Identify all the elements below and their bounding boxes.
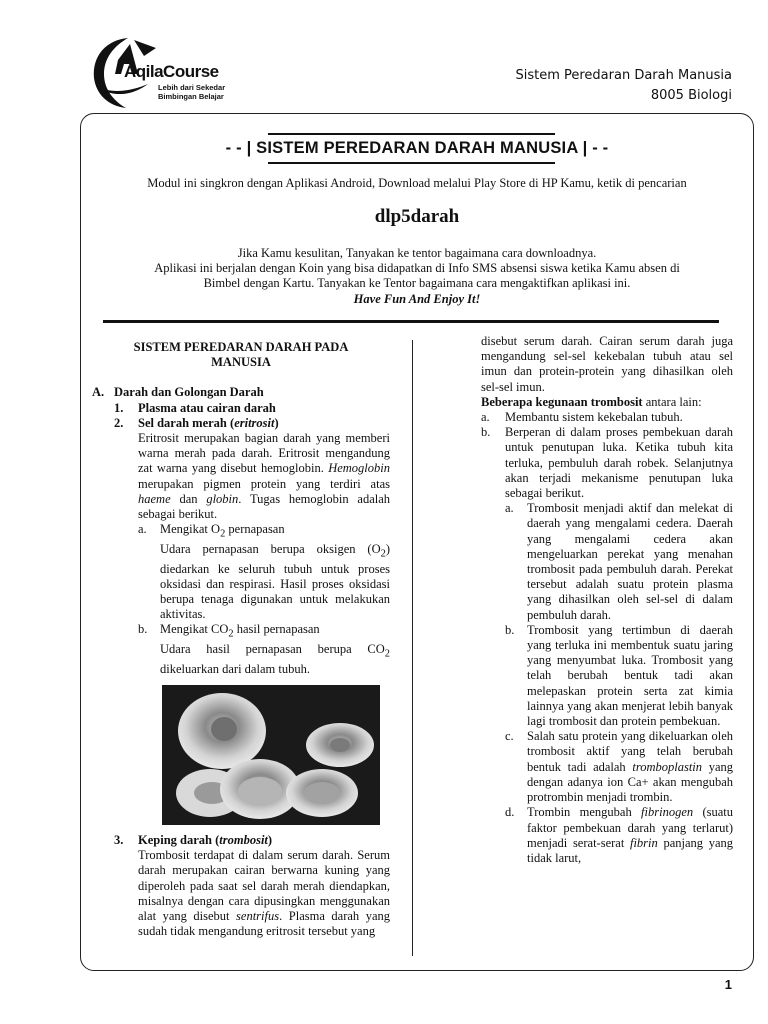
blood-cells-illustration bbox=[162, 685, 380, 825]
app-name: dlp5darah bbox=[374, 206, 460, 227]
section-a: A. Darah dan Golongan Darah bbox=[92, 385, 264, 400]
help-text bbox=[80, 246, 754, 291]
clot-step-a: a. Trombosit menjadi aktif dan melekat di daerah yang mengalami cedera. Daerah yang mengalami cedera akan mengeluarkan perekat yang menahan trombosit pada pembuluh darah. Perekat tersebut adalah suatu protein plasma yang dihasilkan oleh sel-sel di dalam pembuluh darah. bbox=[505, 501, 733, 622]
help-line-3: Bimbel dengan Kartu. Tanyakan ke Tentor bagaimana cara mengaktifkan aplikasi ini. bbox=[203, 276, 631, 290]
doc-title: Sistem Peredaran Darah Manusia bbox=[515, 68, 732, 83]
sub-item-co2-text: Udara hasil pernapasan berupa $CO_2$ dikeluarkan dari dalam tubuh. bbox=[160, 642, 390, 676]
trombosit-uses-heading: Beberapa kegunaan trombosit antara lain: bbox=[481, 394, 702, 409]
logo-tagline-1: Lebih dari Sekedar bbox=[158, 83, 226, 92]
trombosit-paragraph: Trombosit terdapat di dalam serum darah. Serum darah merupakan cairan berwarna kuning yang diperoleh pada saat sel darah merah diendapkan, misalnya dengan cara dipusingkan menggunakan alat yang disebut sentrifus. Plasma darah yang sudah tidak mengandung eritrosit tersebut yang bbox=[138, 848, 390, 939]
serum-paragraph: disebut serum darah. Cairan serum darah juga mengandung sel-sel kekebalan tubuh atau sel imun dan protein-protein yang dihasilkan oleh sel-sel imun. bbox=[481, 334, 733, 394]
use-item-a: a. Membantu sistem kekebalan tubuh. bbox=[481, 410, 683, 425]
clot-step-b: b. Trombosit yang tertimbun di daerah yang terluka ini membentuk suatu jaring yang menyumbat luka. Trombosit yang telah berubah bentuk tadi akan melepaskan protein serta zat kimia lainnya yang akan menjerat lebih banyak lagi trombosit dan protein pembekuan. bbox=[505, 622, 733, 729]
red-blood-cells-image bbox=[162, 685, 380, 825]
doc-code: 8005 Biologi bbox=[650, 88, 732, 103]
item-eritrosit: 2. Sel darah merah (eritrosit) bbox=[114, 415, 279, 430]
item-plasma: 1. Plasma atau cairan darah bbox=[114, 400, 276, 415]
header-info bbox=[515, 66, 732, 106]
clot-step-c: c. Salah satu protein yang dikeluarkan oleh trombosit aktif yang telah berubah bentuk tadi adalah tromboplastin yang dengan adanya ion Ca+ akan mengubah protrombin menjadi trombin. bbox=[505, 729, 733, 805]
page-title: - - | SISTEM PEREDARAN DARAH MANUSIA | - - bbox=[225, 139, 609, 157]
section-heading: SISTEM PEREDARAN DARAH PADA MANUSIA bbox=[133, 340, 349, 370]
title-rule-bottom bbox=[268, 162, 555, 164]
fun-text: Have Fun And Enjoy It! bbox=[353, 292, 481, 306]
help-line-2: Aplikasi ini berjalan dengan Koin yang bisa didapatkan di Info SMS absensi siswa ketika Kamu absen di bbox=[154, 261, 680, 275]
right-column bbox=[481, 334, 733, 866]
logo-tagline-2: Bimbingan Belajar bbox=[158, 92, 224, 101]
help-line-1: Jika Kamu kesulitan, Tanyakan ke tentor bagaimana cara downloadnya. bbox=[237, 246, 597, 260]
eritrosit-paragraph: Eritrosit merupakan bagian darah yang memberi warna merah pada darah. Eritrosit mengandung zat warna yang disebut hemoglobin. Hemoglobin merupakan pigmen protein yang terdiri atas haeme dan globin. Tugas hemoglobin adalah sebagai berikut. bbox=[138, 431, 391, 522]
item-trombosit: 3. Keping darah (trombosit) bbox=[114, 833, 273, 848]
clot-step-d: d. Trombin mengubah fibrinogen (suatu faktor pembekuan darah yang terlarut) menjadi serat-serat fibrin panjang yang tidak larut, bbox=[505, 805, 734, 865]
use-item-b: b. Berperan di dalam proses pembekuan darah untuk penutupan luka. Ketika tubuh kita terluka, pembuluh darah robek. Selanjutnya akan terjadi mekanisme penutupan luka sebagai berikut. bbox=[481, 425, 733, 501]
intro-text: Modul ini singkron dengan Aplikasi Android, Download melalui Play Store di HP Kamu, ketik di pencarian bbox=[147, 176, 687, 190]
page-number: 1 bbox=[724, 977, 732, 992]
sub-item-co2: b. Mengikat $CO_2$ hasil pernapasan bbox=[138, 622, 320, 640]
logo bbox=[88, 34, 238, 110]
title-rule-top bbox=[268, 133, 555, 135]
logo-name: AqilaCourse bbox=[124, 62, 219, 81]
column-divider bbox=[412, 340, 413, 956]
sub-item-o2-text: Udara pernapasan berupa oksigen $(O_2)$ diedarkan ke seluruh tubuh untuk proses oksidasi dan respirasi. Hasil proses oksidasi berupa tenaga digunakan untuk melakukan aktivitas. bbox=[160, 541, 390, 622]
banner-rule bbox=[103, 320, 719, 323]
sub-item-o2: a. Mengikat $O_2$ pernapasan bbox=[138, 522, 285, 540]
left-column bbox=[92, 340, 390, 939]
